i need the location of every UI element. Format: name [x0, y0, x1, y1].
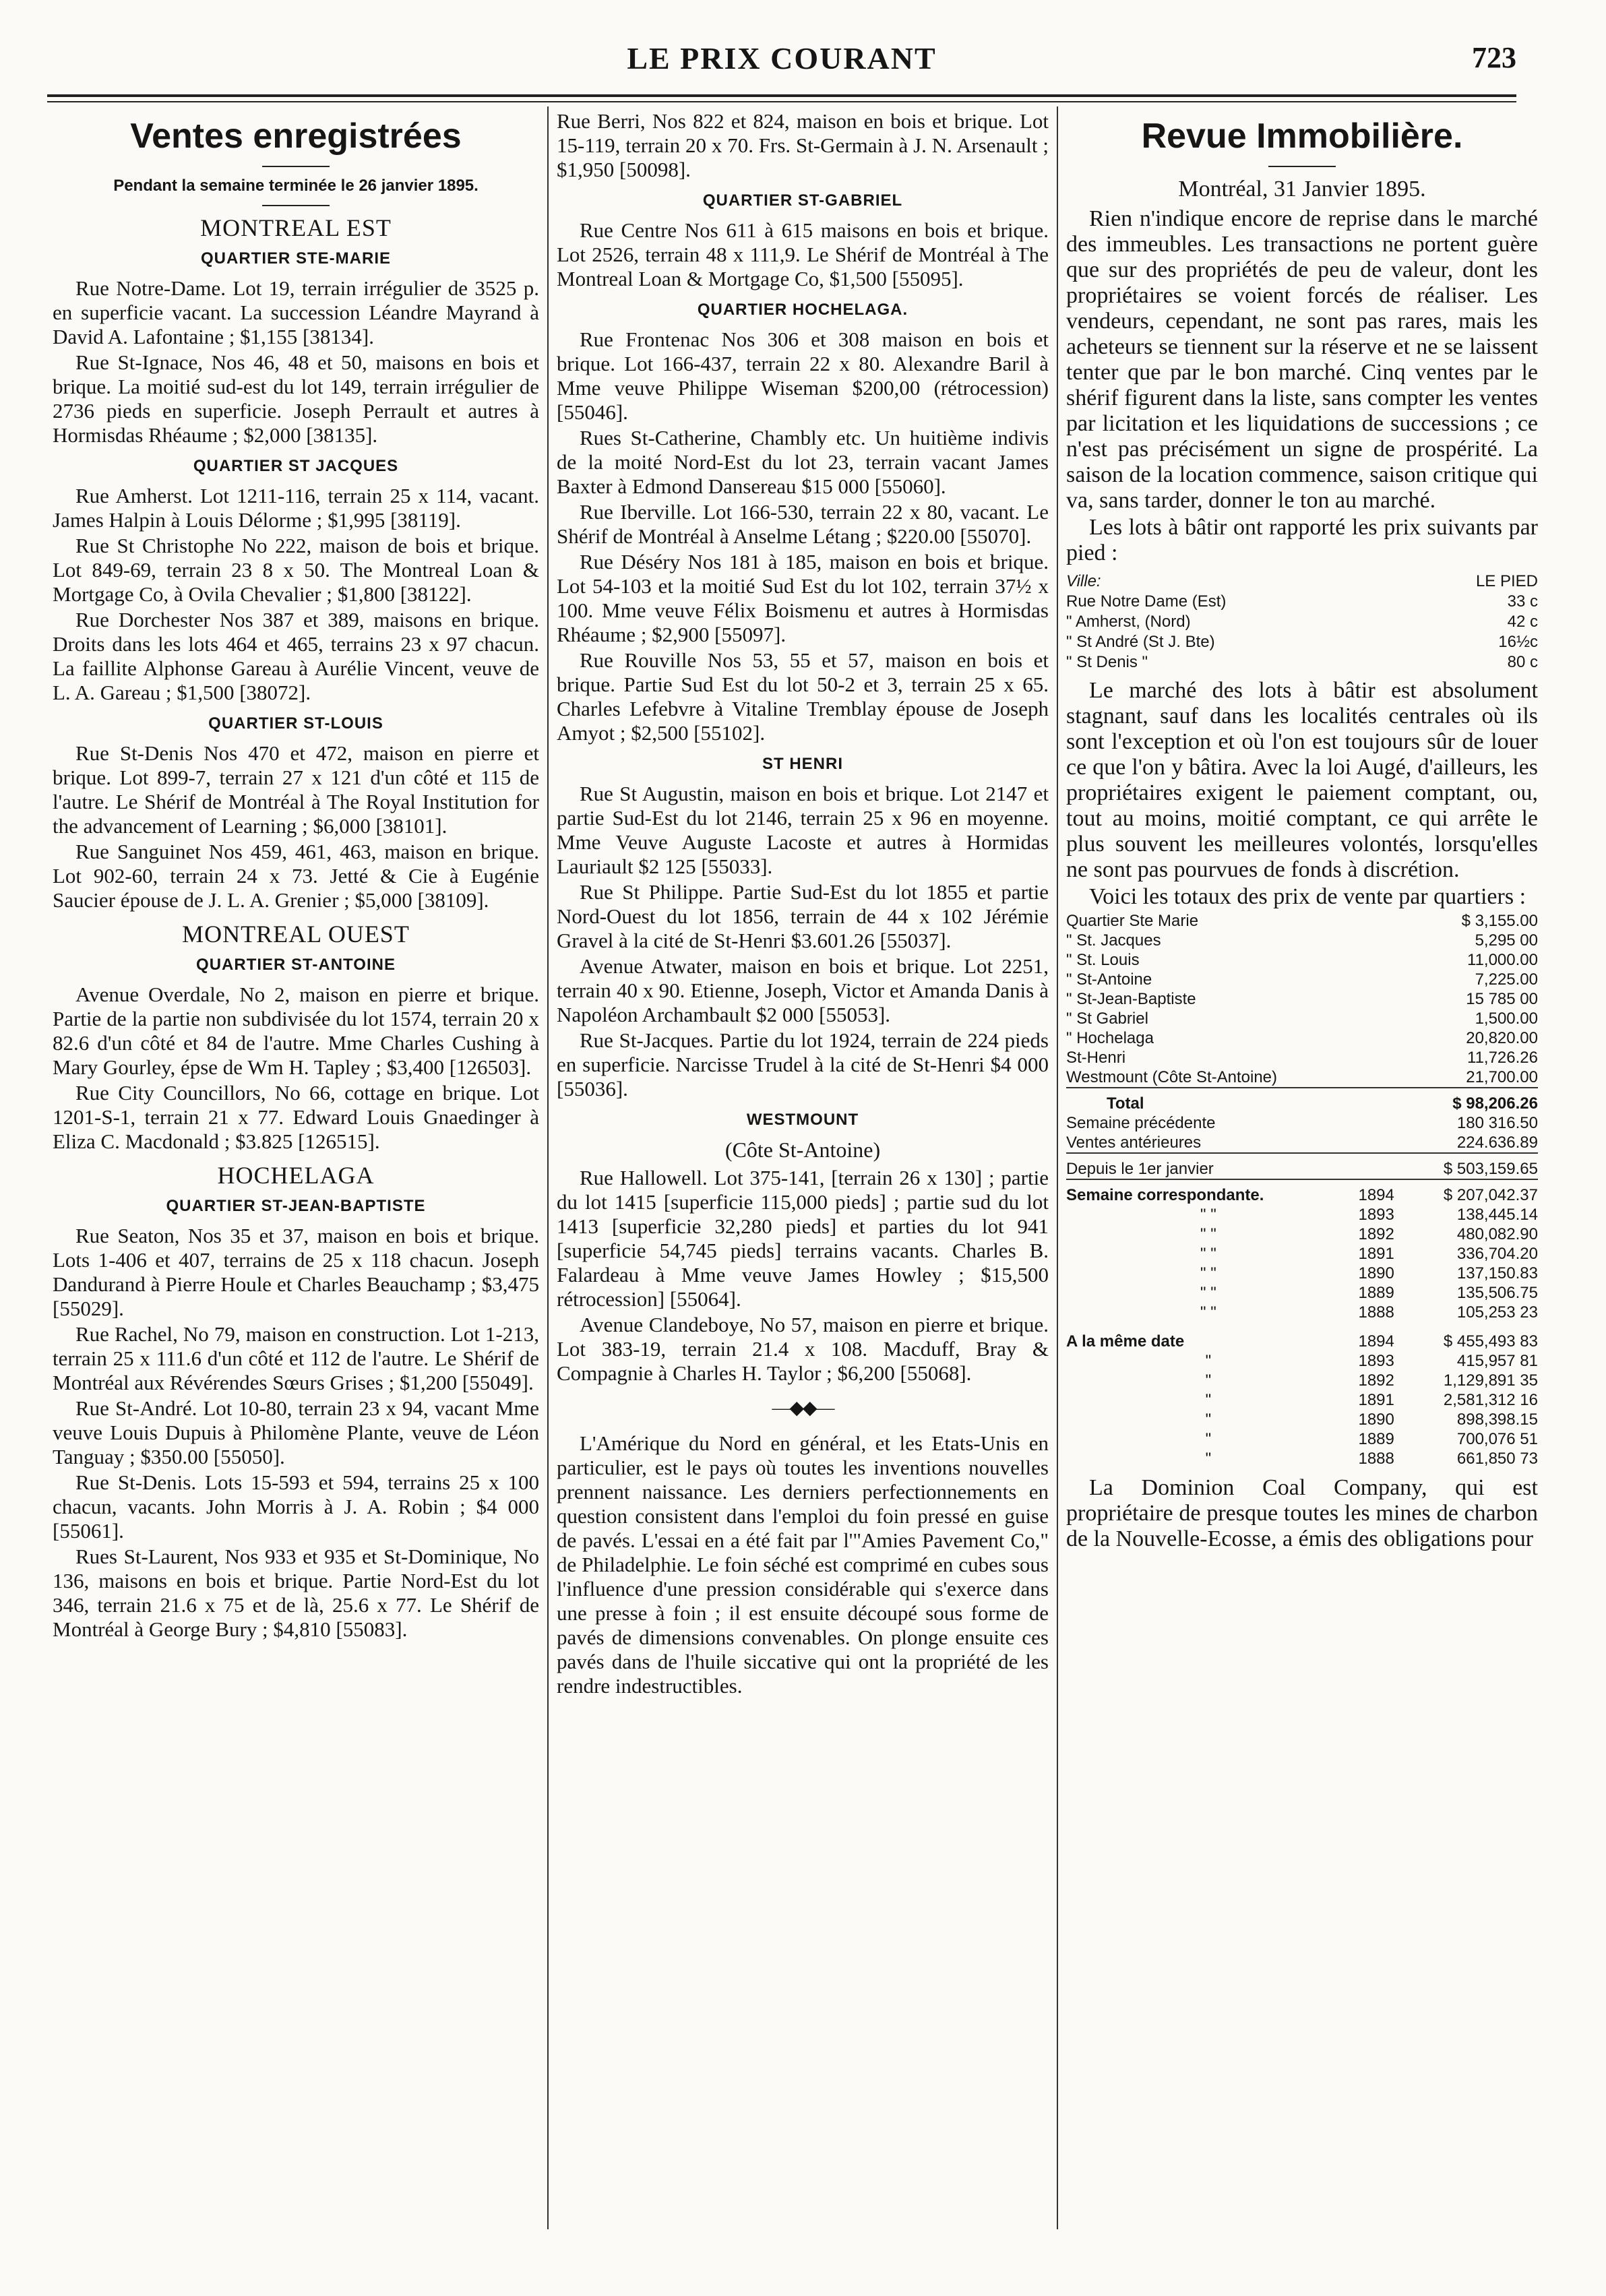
price-label: " Amherst, (Nord) — [1066, 613, 1191, 631]
sale-entry: Rue St-André. Lot 10-80, terrain 23 x 94, vacant Mme veuve Louis Dupuis à Philomène Plante, veuve de Léon Tanguay ; $350.00 [55050]. — [53, 1396, 539, 1468]
divider — [262, 166, 330, 167]
summary-value: $ 503,159.65 — [1443, 1160, 1538, 1178]
summary-label: Ventes antérieures — [1066, 1134, 1202, 1152]
sale-entry: Rue Dorchester Nos 387 et 389, maisons en brique. Droits dans les lots 464 et 465, terrains 23 x 97 chacun. La faillite Alphonse Gareau à Aurélie Vincent, veuve de L. A. Gareau ; $1,500 [38072]. — [53, 608, 539, 704]
sale-entry: Avenue Atwater, maison en bois et brique. Lot 2251, terrain 40 x 90. Etienne, Joseph, Victor et Amanda Danis à Napoléon Archambault $2 000 [55053]. — [557, 954, 1049, 1026]
ditto-mark: " " — [1200, 1284, 1216, 1302]
comparison-value: 480,082.90 — [1456, 1225, 1538, 1243]
lot-price-table — [1066, 571, 1538, 673]
column-ventes — [53, 109, 539, 1643]
quartier-row — [1066, 989, 1538, 1009]
totals-table — [1066, 911, 1538, 1468]
quartier-row — [1066, 970, 1538, 989]
comparison-year: 1890 — [1358, 1410, 1394, 1429]
sale-entry: Rue St-Denis. Lots 15-593 et 594, terrains 25 x 100 chacun, vacants. John Morris à J. A. Robin ; $4 000 [55061]. — [53, 1470, 539, 1543]
comparison-value: 898,398.15 — [1456, 1410, 1538, 1429]
ditto-mark: " " — [1200, 1245, 1216, 1263]
district-heading: HOCHELAGA — [217, 1162, 375, 1189]
quartier-label: " St-Jean-Baptiste — [1066, 990, 1196, 1008]
comparison-year: 1894 — [1358, 1186, 1394, 1204]
comparison-year: 1893 — [1358, 1206, 1394, 1224]
sale-entry: Rue St-Jacques. Partie du lot 1924, terrain de 224 pieds en superficie. Narcisse Trudel à la cité de St-Henri $4 000 [55036]. — [557, 1028, 1049, 1100]
summary-label: Semaine précédente — [1066, 1114, 1216, 1132]
ditto-mark: " — [1205, 1352, 1212, 1370]
quartier-heading: WESTMOUNT — [746, 1111, 859, 1129]
quartier-value: 21,700.00 — [1466, 1068, 1538, 1086]
price-value: 16½c — [1498, 633, 1538, 651]
quartier-label: St-Henri — [1066, 1049, 1126, 1067]
quartier-value: 1,500.00 — [1475, 1010, 1538, 1028]
sale-entry: Rue Frontenac Nos 306 et 308 maison en bois et brique. Lot 166-437, terrain 22 x 80. Alexandre Baril à Mme veuve Philippe Wiseman $200,00 (rétrocession) [55046]. — [557, 328, 1049, 424]
quartier-label: " St-Antoine — [1066, 970, 1152, 989]
article-paragraph: L'Amérique du Nord en général, et les Etats-Unis en particulier, est le pays où toutes les inventions nouvelles prennent naissance. Les derniers perfectionnements en question consistent dans l'emploi du foin pressé en guise de pavés. L'essai en a été fait par l'"Amies Pavement Co," de Philadelphie. Le foin séché est comprimé en cubes sous l'influence d'une pression considérable qui s'exerce dans une presse à foin ; il est ensuite découpé sous forme de pavés de dimensions convenables. On plonge ensuite ces pavés dans de l'huile siccative qui ont la propriété de les rendre indestructibles. — [557, 1431, 1049, 1698]
price-row — [1066, 652, 1538, 673]
ditto-mark: " " — [1200, 1264, 1216, 1282]
price-value: 33 c — [1507, 592, 1538, 611]
comparison-value: $ 207,042.37 — [1443, 1186, 1538, 1204]
comparison-value: 700,076 51 — [1456, 1430, 1538, 1448]
sale-entry: Rue City Councillors, No 66, cottage en brique. Lot 1201-S-1, terrain 21 x 77. Edward Louis Gnaedinger à Eliza C. Macdonald ; $3.825 [126515]. — [53, 1081, 539, 1153]
summary-row — [1066, 1113, 1538, 1133]
article-paragraph: La Dominion Coal Company, qui est propriétaire de presque toutes les mines de charbon de la Nouvelle-Ecosse, a émis des obligations pour — [1066, 1475, 1538, 1551]
comparison-value: 336,704.20 — [1456, 1245, 1538, 1263]
comparison-year: 1889 — [1358, 1430, 1394, 1448]
sale-entry: Avenue Overdale, No 2, maison en pierre et brique. Partie de la partie non subdivisée du lot 1574, terrain 20 x 82.6 d'un côté et 84 de l'autre. Mme Charles Cushing à Mary Gourley, épse de Wm H. Tapley ; $3,400 [126503]. — [53, 983, 539, 1079]
comparison-label: A la même date — [1066, 1332, 1185, 1351]
price-label: Rue Notre Dame (Est) — [1066, 592, 1227, 611]
price-head-unit: LE PIED — [1475, 572, 1538, 590]
quartier-row — [1066, 1028, 1538, 1048]
price-row — [1066, 632, 1538, 652]
ditto-mark: " " — [1200, 1206, 1216, 1224]
article-paragraph: Voici les totaux des prix de vente par quartiers : — [1089, 884, 1526, 909]
comparison-row — [1066, 1283, 1538, 1303]
summary-row — [1066, 1133, 1538, 1153]
section-title-ventes: Ventes enregistrées — [130, 117, 462, 156]
quartier-heading: QUARTIER ST-GABRIEL — [702, 191, 903, 210]
quartier-heading: QUARTIER STE-MARIE — [201, 249, 391, 268]
comparison-row — [1066, 1244, 1538, 1264]
quartier-value: 11,726.26 — [1467, 1049, 1538, 1067]
quartier-label: " Hochelaga — [1066, 1029, 1154, 1047]
sale-entry: Rue Amherst. Lot 1211-116, terrain 25 x 114, vacant. James Halpin à Louis Délorme ; $1,995 [38119]. — [53, 484, 539, 532]
header-rule — [47, 94, 1516, 97]
sale-entry: Rue St Augustin, maison en bois et brique. Lot 2147 et partie Sud-Est du lot 2146, terrain 25 x 96 en moyenne. Mme Veuve Auguste Lacoste et autres à Hormidas Lauriault $2 125 [55033]. — [557, 782, 1049, 878]
sale-entry: Rue Sanguinet Nos 459, 461, 463, maison en brique. Lot 902-60, terrain 24 x 73. Jetté & Cie à Eugénie Saucier épouse de J. L. A. Grenier ; $5,000 [38109]. — [53, 840, 539, 912]
comparison-value: 138,445.14 — [1456, 1206, 1538, 1224]
period-note: Pendant la semaine terminée le 26 janvier 1895. — [113, 177, 478, 195]
summary-row — [1066, 1159, 1538, 1179]
price-row — [1066, 592, 1538, 612]
comparison-row — [1066, 1264, 1538, 1283]
comparison-value: 137,150.83 — [1456, 1264, 1538, 1282]
quartier-row — [1066, 950, 1538, 970]
quartier-row — [1066, 911, 1538, 931]
comparison-year: 1890 — [1358, 1264, 1394, 1282]
quartier-row — [1066, 931, 1538, 950]
comparison-row — [1066, 1449, 1538, 1468]
comparison-row — [1066, 1224, 1538, 1244]
price-head-label: Ville: — [1066, 572, 1101, 590]
ditto-mark: " " — [1200, 1303, 1216, 1322]
article-paragraph: Les lots à bâtir ont rapporté les prix suivants par pied : — [1066, 515, 1538, 565]
comparison-row — [1066, 1429, 1538, 1449]
sale-entry: Rue Berri, Nos 822 et 824, maison en bois et brique. Lot 15-119, terrain 20 x 70. Frs. St-Germain à J. N. Arsenault ; $1,950 [50098]. — [557, 109, 1049, 181]
article-paragraph: Le marché des lots à bâtir est absolument stagnant, sauf dans les localités centrales où ils sont l'exception et où l'on est toujours sûr de louer ce que l'on y bâtira. Avec la loi Augé, d'ailleurs, les propriétaires exigent le paiement comptant, ou, tout au moins, moitié comptant, ce qui arrête le plus souvent les meilleures volontés, lorsqu'elles ne sont pas pourvues de fonds à discrétion. — [1066, 678, 1538, 882]
sale-entry: Rue Seaton, Nos 35 et 37, maison en bois et brique. Lots 1-406 et 407, terrains de 25 x 118 chacun. Joseph Dandurand à Pierre Houle et Charles Beauchamp ; $3,475 [55029]. — [53, 1224, 539, 1320]
comparison-value: 661,850 73 — [1456, 1450, 1538, 1468]
comparison-year: 1889 — [1358, 1284, 1394, 1302]
quartier-value: $ 3,155.00 — [1461, 912, 1538, 930]
ditto-mark: " — [1205, 1430, 1212, 1448]
sale-entry: Rues St-Laurent, Nos 933 et 935 et St-Dominique, No 136, maisons en bois et brique. Partie Nord-Est du lot 346, terrain 21.6 x 75 et de là, 25.6 x 77. Le Shérif de Montréal à George Bury ; $4,810 [55083]. — [53, 1545, 539, 1641]
quartier-heading: QUARTIER HOCHELAGA. — [697, 301, 908, 319]
ditto-mark: " — [1205, 1391, 1212, 1409]
sale-entry: Rue Hallowell. Lot 375-141, [terrain 26 x 130] ; partie du lot 1415 [superficie 115,000 pieds] ; partie sud du lot 1413 [superficie 32,280 pieds] et parties du lot 941 [superficie 54,745 pieds] terrains vacants. Charles B. Falardeau à Mme veuve James Howley ; $15,500 rétrocession] [55064]. — [557, 1166, 1049, 1311]
total-label: Total — [1107, 1094, 1144, 1113]
quartier-row — [1066, 1048, 1538, 1067]
sale-entry: Rue Déséry Nos 181 à 185, maison en bois et brique. Lot 54-103 et la moitié Sud Est du lot 102, terrain 37½ x 100. Mme veuve Félix Boismenu et autres à Hormisdas Rhéaume ; $2,900 [55097]. — [557, 550, 1049, 646]
comparison-year: 1894 — [1358, 1332, 1394, 1351]
comparison-row — [1066, 1410, 1538, 1429]
price-label: " St Denis " — [1066, 653, 1148, 671]
quartier-value: 5,295 00 — [1475, 931, 1538, 950]
column-ventes-suite — [557, 109, 1049, 1700]
comparison-year: 1892 — [1358, 1371, 1394, 1390]
sale-entry: Rue St Christophe No 222, maison de bois et brique. Lot 849-69, terrain 23 8 x 50. The Montreal Loan & Mortgage Co, à Ovila Chevalier ; $1,800 [38122]. — [53, 534, 539, 606]
ditto-mark: " " — [1200, 1225, 1216, 1243]
total-value: $ 98,206.26 — [1452, 1094, 1538, 1113]
comparison-value: 415,957 81 — [1456, 1352, 1538, 1370]
comparison-row — [1066, 1303, 1538, 1322]
comparison-label: Semaine correspondante. — [1066, 1186, 1264, 1204]
sale-entry: Rue Rachel, No 79, maison en construction. Lot 1-213, terrain 25 x 111.6 d'un côté et 112 de l'autre. Le Shérif de Montréal aux Révérendes Sœurs Grises ; $1,200 [55049]. — [53, 1322, 539, 1394]
quartier-value: 15 785 00 — [1466, 990, 1538, 1008]
quartier-label: " St. Louis — [1066, 951, 1140, 969]
header-rule-thin — [47, 101, 1516, 102]
comparison-row — [1066, 1205, 1538, 1224]
comparison-row — [1066, 1332, 1538, 1351]
quartier-value: 11,000.00 — [1467, 951, 1538, 969]
sale-entry: Rue Rouville Nos 53, 55 et 57, maison en bois et brique. Partie Sud Est du lot 50-2 et 3, terrain 25 x 65. Charles Lefebvre à Vitaline Tremblay épouse de Joseph Amyot ; $2,500 [55102]. — [557, 648, 1049, 745]
section-title-revue: Revue Immobilière. — [1141, 117, 1463, 156]
price-value: 42 c — [1507, 613, 1538, 631]
sale-entry: Rue Centre Nos 611 à 615 maisons en bois et brique. Lot 2526, terrain 48 x 111,9. Le Shérif de Montréal à The Montreal Loan & Mortgage Co, $1,500 [55095]. — [557, 218, 1049, 290]
quartier-label: " St Gabriel — [1066, 1010, 1148, 1028]
comparison-value: 1,129,891 35 — [1443, 1371, 1538, 1390]
district-heading: MONTREAL EST — [200, 214, 392, 241]
quartier-heading: QUARTIER ST JACQUES — [193, 457, 399, 475]
sale-entry: Rue St Philippe. Partie Sud-Est du lot 1855 et partie Nord-Ouest du lot 1856, terrain de 44 x 102 Jérémie Gravel à la cité de St-Henri $3.601.26 [55037]. — [557, 880, 1049, 952]
page-header — [47, 27, 1516, 91]
sale-entry: Rue Notre-Dame. Lot 19, terrain irrégulier de 3525 p. en superficie vacant. La succession Léandre Mayrand à David A. Lafontaine ; $1,155 [38134]. — [53, 276, 539, 348]
comparison-value: 135,506.75 — [1456, 1284, 1538, 1302]
comparison-year: 1892 — [1358, 1225, 1394, 1243]
summary-value: 224.636.89 — [1456, 1134, 1538, 1152]
quartier-value: 20,820.00 — [1466, 1029, 1538, 1047]
district-heading: MONTREAL OUEST — [182, 921, 410, 948]
column-revue — [1066, 109, 1538, 1553]
quartier-subheading: (Côte St-Antoine) — [724, 1138, 881, 1162]
page-number: 723 — [1472, 41, 1516, 74]
summary-label: Depuis le 1er janvier — [1066, 1160, 1214, 1178]
publication-title: LE PRIX COURANT — [627, 41, 937, 75]
quartier-row — [1066, 1009, 1538, 1028]
column-divider-1 — [547, 106, 549, 2229]
price-row — [1066, 612, 1538, 632]
comparison-row — [1066, 1371, 1538, 1390]
comparison-value: $ 455,493 83 — [1443, 1332, 1538, 1351]
divider — [262, 205, 330, 206]
sale-entry: Rue St-Denis Nos 470 et 472, maison en pierre et brique. Lot 899-7, terrain 27 x 121 d'un côté et 115 de l'autre. Le Shérif de Montréal à The Royal Institution for the advancement of Learning ; $6,000 [38101]. — [53, 741, 539, 838]
sale-entry: Rue Iberville. Lot 166-530, terrain 22 x 80, vacant. Le Shérif de Montréal à Anselme Létang ; $220.00 [55070]. — [557, 500, 1049, 548]
price-value: 80 c — [1507, 653, 1538, 671]
quartier-heading: QUARTIER ST-LOUIS — [208, 714, 383, 733]
comparison-value: 2,581,312 16 — [1443, 1391, 1538, 1409]
divider — [1268, 166, 1336, 167]
price-label: " St André (St J. Bte) — [1066, 633, 1215, 651]
ditto-mark: " — [1205, 1371, 1212, 1390]
quartier-row — [1066, 1067, 1538, 1088]
quartier-value: 7,225.00 — [1475, 970, 1538, 989]
ditto-mark: " — [1205, 1410, 1212, 1429]
quartier-label: Quartier Ste Marie — [1066, 912, 1199, 930]
quartier-heading: QUARTIER ST-ANTOINE — [196, 956, 396, 974]
comparison-row — [1066, 1351, 1538, 1371]
dateline: Montréal, 31 Janvier 1895. — [1178, 177, 1426, 201]
column-divider-2 — [1057, 106, 1058, 2229]
comparison-year: 1891 — [1358, 1245, 1394, 1263]
quartier-label: Westmount (Côte St-Antoine) — [1066, 1068, 1278, 1086]
quartier-heading: ST HENRI — [762, 755, 843, 773]
ditto-mark: " — [1205, 1450, 1212, 1468]
comparison-value: 105,253 23 — [1456, 1303, 1538, 1322]
quartier-heading: QUARTIER ST-JEAN-BAPTISTE — [166, 1197, 426, 1215]
comparison-row — [1066, 1390, 1538, 1410]
total-row — [1066, 1094, 1538, 1113]
summary-value: 180 316.50 — [1456, 1114, 1538, 1132]
comparison-year: 1891 — [1358, 1391, 1394, 1409]
ornament-divider: —◆◆— — [772, 1398, 834, 1419]
comparison-year: 1893 — [1358, 1352, 1394, 1370]
sale-entry: Avenue Clandeboye, No 57, maison en pierre et brique. Lot 383-19, terrain 21.4 x 108. Macduff, Bray & Compagnie à Charles H. Taylor ; $6,200 [55068]. — [557, 1313, 1049, 1385]
article-paragraph: Rien n'indique encore de reprise dans le marché des immeubles. Les transactions ne portent guère que sur des propriétés de peu de valeur, dont les propriétaires se voient forcés de réaliser. Les vendeurs, cependant, ne sont pas rares, mais les acheteurs se tiennent sur la réserve et ne se laissent tenter que par le bon marché. Cinq ventes par le shérif figurent dans la liste, sans compter les ventes par licitation et les liquidations de successions ; ce n'est pas précisément un signe de prospérité. La saison de la location commence, saison critique qui va, sans tarder, donner le ton au marché. — [1066, 206, 1538, 513]
comparison-year: 1888 — [1358, 1450, 1394, 1468]
comparison-year: 1888 — [1358, 1303, 1394, 1322]
quartier-label: " St. Jacques — [1066, 931, 1161, 950]
comparison-row — [1066, 1185, 1538, 1205]
sale-entry: Rues St-Catherine, Chambly etc. Un huitième indivis de la moité Nord-Est du lot 23, terrain vacant James Baxter à Edmond Dansereau $15 000 [55060]. — [557, 426, 1049, 498]
sale-entry: Rue St-Ignace, Nos 46, 48 et 50, maisons en bois et brique. La moitié sud-est du lot 149, terrain irrégulier de 2736 pieds en superficie. Joseph Perrault et autres à Hormisdas Rhéaume ; $2,000 [38135]. — [53, 350, 539, 447]
